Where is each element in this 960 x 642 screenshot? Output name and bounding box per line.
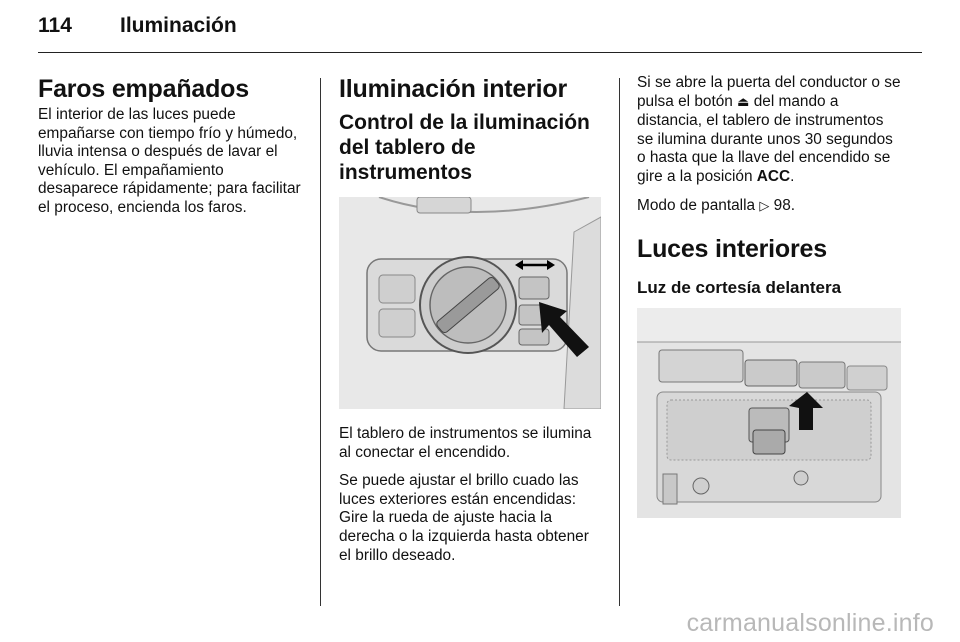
acc-position: ACC — [756, 167, 791, 185]
page-header — [38, 14, 237, 38]
heading-front-courtesy-light: Luz de cortesía delantera — [637, 278, 842, 298]
column-2 — [339, 74, 603, 575]
section-title: Iluminación — [120, 14, 237, 37]
paragraph-display-mode: Modo de pantalla ▷ 98. — [637, 196, 796, 214]
header-rule — [38, 52, 922, 53]
column-divider-2 — [619, 78, 620, 606]
heading-instrument-panel-control: Control de la iluminación del tablero de instrumentos — [339, 111, 590, 184]
unlock-icon: ⏏ — [737, 94, 750, 110]
page-number: 114 — [38, 14, 72, 37]
courtesy-light-illustration — [637, 308, 901, 518]
column-3 — [637, 74, 903, 534]
column-1 — [38, 74, 306, 228]
paragraph-fogged: El interior de las luces puede empañarse con tiempo frío y húmedo, lluvia intensa o después de lavar el vehículo. El empañamiento desaparece rápidamente; para facilitar el proceso, encienda los faros. — [38, 106, 301, 216]
watermark: carmanualsonline.info — [686, 609, 934, 637]
light-switch-illustration — [339, 197, 601, 409]
paragraph-brightness: Se puede ajustar el brillo cuado las luces exteriores están encendidas: Gire la rueda de ajuste hacia la derecha o la izquierda hasta obtener el brillo deseado. — [339, 472, 589, 564]
paragraph-door-open: Si se abre la puerta del conductor o se pulsa el botón ⏏ del mando a distancia, el tablero de instrumentos se ilumina durante unos 30 segundos o hasta que la llave del encendido se gire a la posición ACC. — [637, 74, 901, 185]
heading-interior-lighting: Iluminación interior — [339, 75, 567, 103]
paragraph-panel-lit: El tablero de instrumentos se ilumina al conectar el encendido. — [339, 425, 592, 461]
heading-interior-lights: Luces interiores — [637, 235, 827, 264]
heading-fogged-headlights: Faros empañados — [38, 75, 249, 103]
arrow-ref-icon: ▷ — [759, 198, 770, 214]
column-divider-1 — [320, 78, 321, 606]
